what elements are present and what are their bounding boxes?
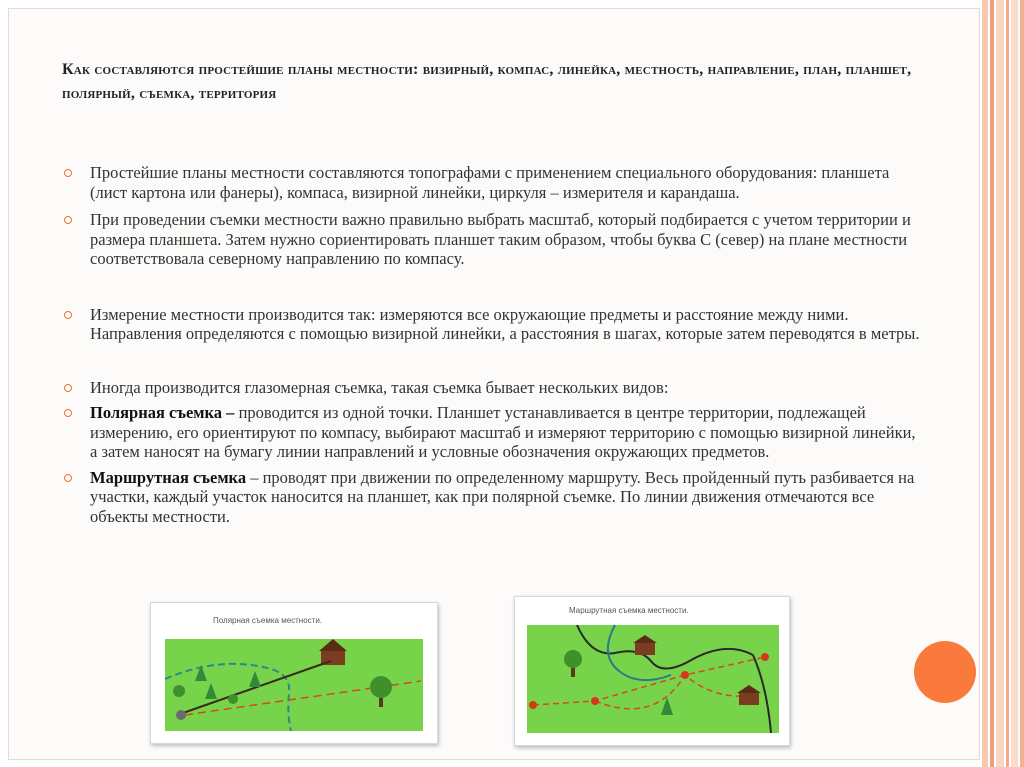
bullet-icon [64,169,72,177]
polar-caption: Полярная съемка местности. [213,616,323,625]
house-icon [739,693,759,705]
bullet-icon [64,409,72,417]
paragraph-text: – проводят при движении по определенному маршруту. Весь пройденный путь разбивается на участки, каждый участок наносится на планшет, как при полярной съемке. По линии движения отмечаются все объекты местности. [90,467,915,526]
house-icon [635,643,655,655]
route-survey-figure [514,596,790,746]
slide-title: Как составляются простейшие планы местности: визирный, компас, линейка, местность, направление, план, планшет, полярный, съемка, территория [62,61,912,102]
route-caption: Маршрутная съемка местности. [569,606,689,615]
tree-icon [173,685,185,697]
bullet-icon [64,311,72,319]
paragraph-text: При проведении съемки местности важно правильно выбрать масштаб, который подбирается с учетом территории и размера планшета. Затем нужно сориентировать планшет таким образом, чтобы буква С (север) на плане местности соответствовала северному направлению по компасу. [90,210,911,268]
paragraph-1 [60,163,920,202]
slide-body [60,163,920,526]
paragraph-text: Измерение местности производится так: измеряются все окружающие предметы и расстояние между ними. Направления определяются с помощью визирной линейки, а расстояния в шагах, которые затем переводятся в метры. [90,304,920,343]
station-icon [761,653,769,661]
paragraph-route [60,468,920,527]
bullet-icon [64,384,72,392]
station-icon [591,697,599,705]
bullet-icon [64,474,72,482]
decorative-circle [914,641,976,703]
paragraph-text: Простейшие планы местности составляются топографами с применением специального оборудования: планшета (лист картона или фанеры), компаса, визирной линейки, циркуля – измерителя и карандаша. [90,163,890,202]
paragraph-2 [60,210,920,269]
route-survey-image [515,597,789,745]
decorative-stripes [982,0,1024,767]
paragraph-text: проводится из одной точки. Планшет устанавливается в центре территории, подлежащей измерению, его ориентируют по компасу, выбирают масштаб и измеряют территорию с помощью визирной линейки, а затем наносят на бумагу линии направлений и условные обозначения окружающих предметов. [90,403,916,461]
term-polar: Полярная съемка – [90,403,235,422]
observer-icon [176,710,186,720]
bullet-icon [64,216,72,224]
polar-survey-figure [150,602,438,744]
paragraph-4 [60,378,920,398]
paragraph-3 [60,305,920,344]
tree-icon [228,694,238,704]
term-route: Маршрутная съемка [90,467,247,487]
station-icon [681,671,689,679]
polar-survey-image [151,603,437,743]
paragraph-text: Иногда производится глазомерная съемка, такая съемка бывает нескольких видов: [90,377,669,397]
station-icon [529,701,537,709]
paragraph-polar [60,403,920,462]
